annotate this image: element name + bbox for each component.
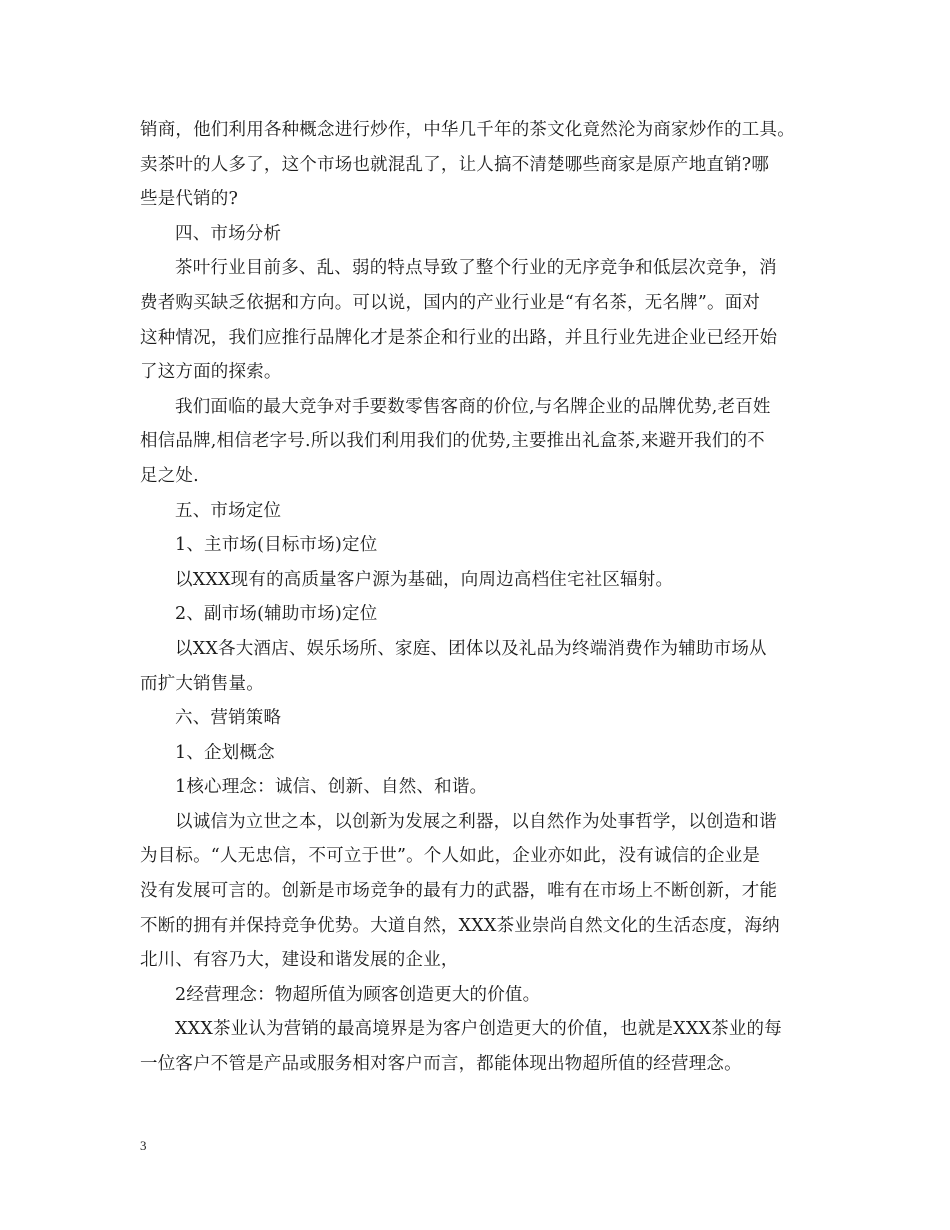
text-line: 费者购买缺乏依据和方向。可以说，国内的产业行业是“有名茶，无名牌”。面对 bbox=[140, 292, 761, 313]
text-line: 足之处. bbox=[140, 465, 199, 486]
text-line: 以诚信为立世之本，以创新为发展之利器，以自然作为处事哲学，以创造和谐 bbox=[175, 811, 777, 832]
text-line: 茶叶行业目前多、乱、弱的特点导致了整个行业的无序竞争和低层次竞争，消 bbox=[175, 258, 777, 279]
text-line: 一位客户不管是产品或服务相对客户而言，都能体现出物超所值的经营理念。 bbox=[140, 1054, 742, 1075]
text-line: 六、营销策略 bbox=[175, 708, 282, 729]
text-line: 2、副市场(辅助市场)定位 bbox=[175, 604, 378, 625]
text-line: 不断的拥有并保持竞争优势。大道自然，XXX茶业崇尚自然文化的生活态度，海纳 bbox=[140, 915, 780, 936]
text-line: 为目标。“人无忠信，不可立于世”。个人如此，企业亦如此，没有诚信的企业是 bbox=[140, 846, 761, 867]
text-line: 1、企划概念 bbox=[175, 742, 275, 763]
text-line: 销商，他们利用各种概念进行炒作，中华几千年的茶文化竟然沦为商家炒作的工具。 bbox=[140, 120, 795, 140]
text-line: 1、主市场(目标市场)定位 bbox=[175, 535, 378, 556]
text-line: 以XXX现有的高质量客户源为基础，向周边高档住宅社区辐射。 bbox=[175, 569, 674, 590]
text-line: 以XX各大酒店、娱乐场所、家庭、团体以及礼品为终端消费作为辅助市场从 bbox=[175, 638, 767, 659]
text-line: 北川、有容乃大，建设和谐发展的企业， bbox=[140, 950, 459, 971]
text-line: 些是代销的? bbox=[140, 189, 239, 210]
text-line: 卖茶叶的人多了，这个市场也就混乱了，让人搞不清楚哪些商家是原产地直销?哪 bbox=[140, 154, 770, 175]
text-line: XXX茶业认为营销的最高境界是为客户创造更大的价值，也就是XXX茶业的每 bbox=[175, 1019, 782, 1040]
page-number: 3 bbox=[140, 1138, 147, 1153]
document-body bbox=[140, 113, 820, 1082]
text-line: 了这方面的探索。 bbox=[140, 362, 282, 383]
text-line: 我们面临的最大竞争对手要数零售客商的价位,与名牌企业的品牌优势,老百姓 bbox=[175, 396, 771, 417]
text-line: 1核心理念：诚信、创新、自然、和谐。 bbox=[175, 777, 488, 798]
text-line: 四、市场分析 bbox=[175, 223, 282, 244]
text-line: 这种情况，我们应推行品牌化才是茶企和行业的出路，并且行业先进企业已经开始 bbox=[140, 327, 778, 348]
text-line: 而扩大销售量。 bbox=[140, 673, 264, 694]
text-line: 没有发展可言的。创新是市场竞争的最有力的武器，唯有在市场上不断创新，才能 bbox=[140, 881, 778, 902]
text-line: 2经营理念：物超所值为顾客创造更大的价值。 bbox=[175, 984, 541, 1005]
text-line: 相信品牌,相信老字号.所以我们利用我们的优势,主要推出礼盒茶,来避开我们的不 bbox=[140, 431, 765, 452]
text-line: 五、市场定位 bbox=[175, 500, 282, 521]
